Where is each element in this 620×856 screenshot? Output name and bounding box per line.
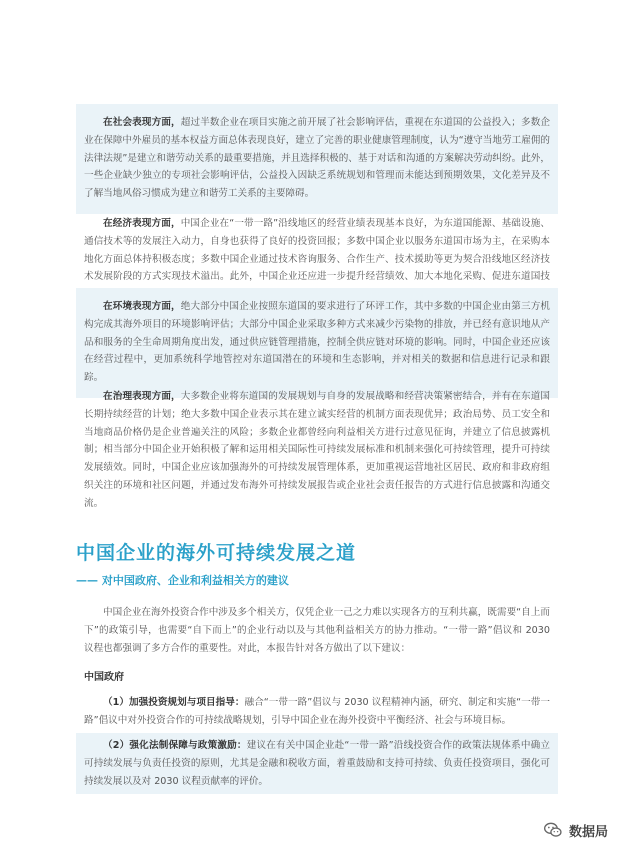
environment-paragraph <box>84 298 550 387</box>
social-paragraph <box>84 114 550 203</box>
recommendation-1-body: 融合“一带一路”倡议与 2030 议程精神内涵，研究、制定和实施“一带一路”倡议中对外投资合作的可持续战略规划，引导中国企业在海外投资中平衡经济、社会与环境目标。 <box>84 697 550 726</box>
recommendation-1-text <box>84 694 550 730</box>
social-body: 超过半数企业在项目实施之前开展了社会影响评估，重视在东道国的公益投入；多数企业在保障中外雇员的基本权益方面总体表现良好，建立了完善的职业健康管理制度，认为“遵守当地劳工雇佣的法律法规”是建立和谐劳动关系的最重要措施，并且选择积极的、基于对话和沟通的方案解决劳动纠纷。此外，一些企业缺少独立的专项社会影响评估，公益投入因缺乏系统规划和管理而未能达到预期效果，文化差异及不了解当地风俗习惯成为建立和谐劳工关系的主要障碍。 <box>84 117 551 200</box>
economic-body: 中国企业在“一带一路”沿线地区的经营业绩表现基本良好，为东道国能源、基础设施、通信技术等的发展注入动力，自身也获得了良好的投资回报；多数中国企业以服务东道国市场为主，在采购本地化方面总体持积极态度；多数中国企业通过技术咨询服务、合作生产、技术援助等更为契合沿线地区经济技术发展阶段的方式实现技术溢出。此外，中国企业还应进一步提升经营绩效、加大本地化采购、促进东道国技 <box>84 218 550 283</box>
social-lead: 在社会表现方面， <box>103 117 181 128</box>
environment-body: 绝大部分中国企业按照东道国的要求进行了环评工作，其中多数的中国企业由第三方机构完成其海外项目的环境影响评估；大部分中国企业采取多种方式来减少污染物的排放，并已经有意识地从产品和服务的全生命周期角度出发，通过供应链管理措施，控制全供应链对环境的影响。同时，中国企业还应该在经营过程中，更加系统科学地管控对东道国潜在的环境和生态影响，并对相关的数据和信息进行记录和跟踪。 <box>84 301 551 384</box>
governance-paragraph <box>84 388 550 513</box>
environment-lead: 在环境表现方面， <box>103 301 181 312</box>
social-paragraph-block <box>76 104 558 214</box>
government-subhead: 中国政府 <box>84 672 124 683</box>
recommendation-2-text <box>84 737 550 790</box>
recommendation-1-lead: （1）加强投资规划与项目指导： <box>103 697 245 708</box>
watermark <box>543 820 608 840</box>
recommendation-1 <box>76 690 558 734</box>
section-title: 中国企业的海外可持续发展之道 <box>76 542 357 564</box>
recommendation-2-lead: （2）强化法制保障与政策激励： <box>103 740 247 751</box>
section-intro-block <box>76 604 558 657</box>
recommendation-2 <box>76 733 558 794</box>
governance-body: 大多数企业将东道国的发展规划与自身的发展战略和经营决策紧密结合，并有在东道国长期持续经营的计划；绝大多数中国企业表示其在建立诚实经营的机制方面表现优异；政治局势、员工安全和当地商品价格仍是企业普遍关注的风险；多数企业都曾经向利益相关方进行过意见征询，并建立了信息披露机制；相当部分中国企业开始积极了解和运用相关国际性可持续发展标准和机制来强化可持续管理，提升可持续发展绩效。同时，中国企业应该加强海外的可持续发展管理体系，更加重视运营地社区居民、政府和非政府组织关注的环境和社区问题，并通过发布海外可持续发展报告或企业社会责任报告的方式进行信息披露和沟通交流。 <box>84 391 551 509</box>
economic-lead: 在经济表现方面， <box>103 218 181 229</box>
section-subtitle: —— 对中国政府、企业和利益相关方的建议 <box>76 574 289 587</box>
watermark-text: 数据局 <box>568 824 608 840</box>
governance-lead: 在治理表现方面， <box>103 391 181 402</box>
recommendation-2-body: 建议在有关中国企业赴“一带一路”沿线投资合作的政策法规体系中确立可持续发展与负责任投资的原则，尤其是金融和税收方面，着重鼓励和支持可持续、负责任投资项目，强化可持续发展以及对 2030 议程贡献率的评价。 <box>84 740 550 787</box>
section-intro: 中国企业在海外投资合作中涉及多个相关方，仅凭企业一己之力难以实现各方的互利共赢，既需要“自上而下”的政策引导，也需要“自下而上”的企业行动以及与其他利益相关方的协力推动。“一带一路”倡议和 2030 议程也都强调了多方合作的重要性。对此，本报告针对各方做出了以下建议： <box>84 607 550 654</box>
wechat-icon <box>543 820 563 840</box>
governance-paragraph-block <box>76 378 558 524</box>
